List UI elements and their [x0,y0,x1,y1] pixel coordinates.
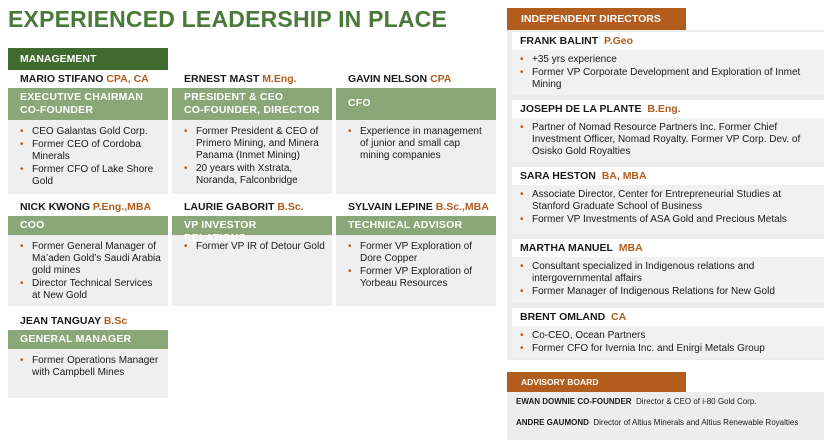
page-title: EXPERIENCED LEADERSHIP IN PLACE [8,6,448,32]
bullet-item: • Former Operations Manager with Campbell Mines [20,355,162,379]
member-name-row [8,198,168,216]
management-card-lepine [336,198,496,306]
member-credentials: CPA, CA [106,73,149,85]
advisor-name: ANDRE GAUMOND [516,418,589,427]
member-name-row [8,312,168,330]
bullet-item: • Former VP IR of Detour Gold [184,241,326,253]
director-card-balint [512,32,824,95]
member-name-row [172,198,332,216]
member-credentials: B.Sc. [277,201,304,213]
director-name-row [512,32,824,50]
member-name-row [336,198,496,216]
management-card-nelson [336,70,496,194]
director-name-row [512,167,824,185]
bullet-item: • Former President & CEO of Primero Mining, and Minera Panama (Inmet Mining) [184,126,326,162]
member-credentials: P.Eng.,MBA [92,201,152,213]
advisor-name: EWAN DOWNIE CO-FOUNDER [516,397,632,406]
bullet-item: • Former CFO of Lake Shore Gold [20,164,162,188]
management-card-mast [172,70,332,194]
director-credentials: P.Geo [604,35,633,47]
director-card-heston [512,167,824,234]
member-name: MARIO STIFANO [20,73,104,85]
director-card-de-la-plante [512,100,824,162]
member-name-row [8,70,168,88]
member-role: VP INVESTOR RELATIONS [172,216,332,235]
bullet-item: • CEO Galantas Gold Corp. [20,126,162,138]
director-name-row [512,239,824,257]
director-name: SARA HESTON [520,170,596,182]
member-role: TECHNICAL ADVISOR [336,216,496,235]
director-name: FRANK BALINT [520,35,599,47]
director-credentials: MBA [618,242,643,254]
director-credentials: B.Eng. [647,103,681,115]
member-role: COO [8,216,168,235]
bullet-item: • Associate Director, Center for Entrepreneurial Studies at Stanford Graduate School of Business [520,189,818,213]
member-name-row [336,70,496,88]
role-line-1: EXECUTIVE CHAIRMAN [20,91,144,103]
member-role [172,88,332,120]
directors-section-label: INDEPENDENT DIRECTORS [507,8,686,30]
advisory-section-label: ADVISORY BOARD [507,372,686,392]
member-name-row [172,70,332,88]
director-name-row [512,100,824,118]
role-line-2: CO-FOUNDER [20,104,94,116]
bullet-item: • Former CEO of Cordoba Minerals [20,139,162,163]
management-card-tanguay [8,312,168,398]
bullet-item: • Experience in management of junior and small cap mining companies [348,126,490,162]
bullet-item: • Former VP Exploration of Dore Copper [348,241,490,265]
bullet-item: • Former VP Investments of ASA Gold and Precious Metals [520,214,818,226]
member-credentials: B.Sc [103,315,128,327]
member-role: GENERAL MANAGER [8,330,168,349]
director-name: MARTHA MANUEL [520,242,613,254]
bullet-item: • Former CFO for Ivernia Inc. and Enirgi Metals Group [520,343,818,355]
management-card-stifano [8,70,168,194]
bullet-item: • Director Technical Services at New Gold [20,278,162,302]
member-credentials: CPA [430,73,452,85]
bullet-item: • Former VP Exploration of Yorbeau Resources [348,266,490,290]
director-name: BRENT OMLAND [520,311,606,323]
advisory-member [516,418,816,428]
member-name: JEAN TANGUAY [20,315,101,327]
director-credentials: BA, MBA [601,170,647,182]
member-name: LAURIE GABORIT [184,201,275,213]
bullet-item: • Former General Manager of Ma’aden Gold’s Saudi Arabia gold mines [20,241,162,277]
director-name: JOSEPH DE LA PLANTE [520,103,642,115]
advisory-member [516,397,816,407]
director-name-row [512,308,824,326]
director-credentials: CA [611,311,627,323]
bullet-item: • Former VP Corporate Development and Exploration of Inmet Mining [520,67,818,91]
bullet-item: • Former Manager of Indigenous Relations for New Gold [520,286,818,298]
bullet-item: • Co-CEO, Ocean Partners [520,330,818,342]
director-card-omland [512,308,824,358]
member-credentials: B.Sc.,MBA [435,201,489,213]
management-card-kwong [8,198,168,306]
advisor-description: Director of Altius Minerals and Altius Renewable Royalties [593,418,799,427]
member-name: ERNEST MAST [184,73,260,85]
member-name: GAVIN NELSON [348,73,428,85]
bullet-item: • Consultant specialized in Indigenous relations and intergovernmental affairs [520,261,818,285]
member-credentials: M.Eng. [262,73,297,85]
member-name: SYLVAIN LEPINE [348,201,433,213]
role-line-1: PRESIDENT & CEO [184,91,284,103]
bullet-item: • +35 yrs experience [520,54,818,66]
member-name: NICK KWONG [20,201,90,213]
management-card-gaborit [172,198,332,306]
bullet-item: • 20 years with Xstrata, Noranda, Falconbridge [184,163,326,187]
director-card-manuel [512,239,824,303]
role-line-2: CO-FOUNDER, DIRECTOR [184,104,320,116]
management-section-label: MANAGEMENT [8,48,168,70]
member-role: CFO [336,88,496,120]
bullet-item: • Partner of Nomad Resource Partners Inc. Former Chief Investment Officer, Nomad Royalty. Former VP Corp. Dev. of Osisko Gold Royalties [520,122,818,158]
advisor-description: Director & CEO of i-80 Gold Corp. [636,397,757,406]
member-role [8,88,168,120]
